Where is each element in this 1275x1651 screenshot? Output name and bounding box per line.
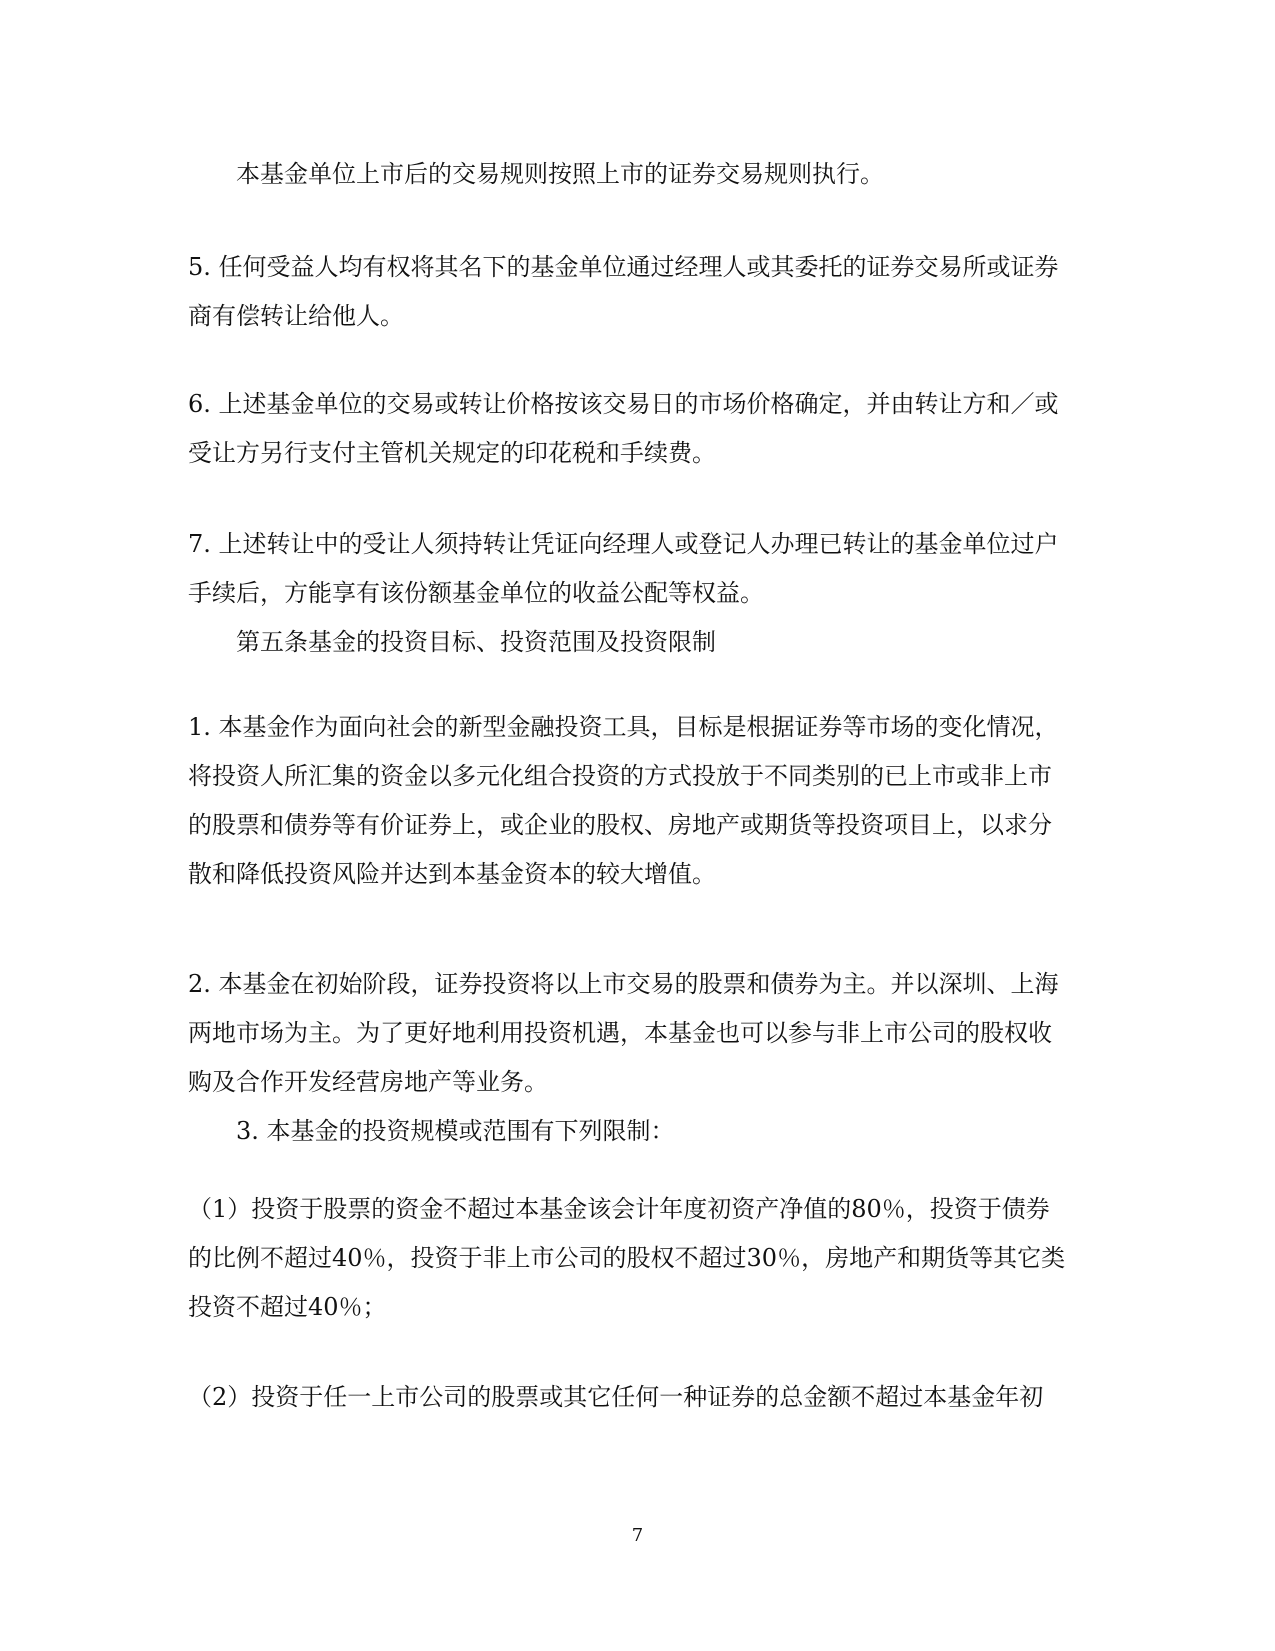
paragraph-item-6	[188, 380, 1088, 478]
text-line: 5. 任何受益人均有权将其名下的基金单位通过经理人或其委托的证券交易所或证券	[188, 253, 1059, 281]
text-line: 6. 上述基金单位的交易或转让价格按该交易日的市场价格确定，并由转让方和／或	[188, 390, 1059, 418]
text-line: 本基金单位上市后的交易规则按照上市的证券交易规则执行。	[236, 160, 884, 188]
paragraph-item-7	[188, 520, 1088, 667]
text-line: 购及合作开发经营房地产等业务。	[188, 1068, 548, 1096]
paragraph-item-5	[188, 243, 1088, 341]
text-line: 3. 本基金的投资规模或范围有下列限制：	[236, 1117, 675, 1145]
text-line: 2. 本基金在初始阶段，证券投资将以上市交易的股票和债券为主。并以深圳、上海	[188, 970, 1059, 998]
text-line: （2）投资于任一上市公司的股票或其它任何一种证券的总金额不超过本基金年初	[188, 1383, 1044, 1411]
text-line: 的股票和债券等有价证券上，或企业的股权、房地产或期货等投资项目上，以求分	[188, 811, 1052, 839]
text-line: 受让方另行支付主管机关规定的印花税和手续费。	[188, 439, 716, 467]
text-line: （1）投资于股票的资金不超过本基金该会计年度初资产净值的80％，投资于债券	[188, 1195, 1050, 1223]
paragraph-listing-rules	[188, 150, 1088, 199]
page-number: 7	[631, 1525, 644, 1546]
text-line: 两地市场为主。为了更好地利用投资机遇，本基金也可以参与非上市公司的股权收	[188, 1019, 1052, 1047]
text-line: 将投资人所汇集的资金以多元化组合投资的方式投放于不同类别的已上市或非上市	[188, 762, 1052, 790]
text-line: 投资不超过40％；	[188, 1293, 387, 1321]
text-line: 7. 上述转让中的受让人须持转让凭证向经理人或登记人办理已转让的基金单位过户	[188, 530, 1059, 558]
text-line: 的比例不超过40％，投资于非上市公司的股权不超过30％，房地产和期货等其它类	[188, 1244, 1066, 1272]
section-heading: 第五条基金的投资目标、投资范围及投资限制	[236, 628, 716, 656]
text-line: 手续后，方能享有该份额基金单位的收益公配等权益。	[188, 579, 764, 607]
paragraph-item-1	[188, 703, 1088, 899]
text-line: 1. 本基金作为面向社会的新型金融投资工具，目标是根据证券等市场的变化情况，	[188, 713, 1059, 741]
text-line: 散和降低投资风险并达到本基金资本的较大增值。	[188, 860, 716, 888]
paragraph-item-2	[188, 960, 1088, 1156]
paragraph-limit-2	[188, 1373, 1088, 1422]
text-line: 商有偿转让给他人。	[188, 302, 404, 330]
paragraph-limit-1	[188, 1185, 1088, 1332]
